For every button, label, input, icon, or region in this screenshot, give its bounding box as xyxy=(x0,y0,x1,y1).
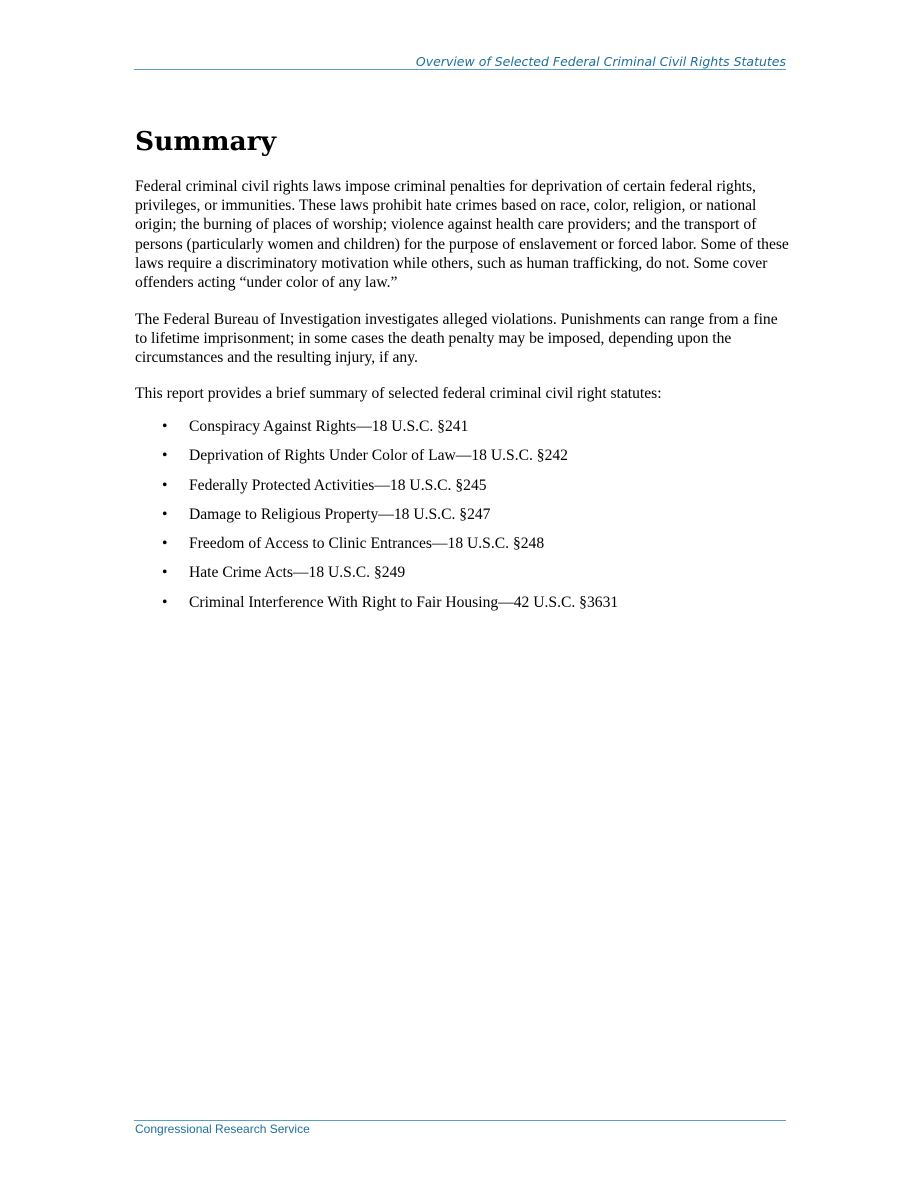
section-heading: Summary xyxy=(135,126,277,157)
bullet-icon: • xyxy=(162,564,168,582)
statute-label: Damage to Religious Property—18 U.S.C. §247 xyxy=(189,505,491,523)
bullet-icon: • xyxy=(162,476,168,494)
header-divider xyxy=(134,69,786,70)
statute-list xyxy=(135,417,790,622)
bullet-icon: • xyxy=(162,447,168,465)
list-item-damage-to-religious-property xyxy=(135,505,790,534)
list-item-federally-protected-activities xyxy=(135,476,790,505)
statute-label: Hate Crime Acts—18 U.S.C. §249 xyxy=(189,564,406,582)
bullet-icon: • xyxy=(162,593,168,611)
footer-publisher: Congressional Research Service xyxy=(135,1122,310,1136)
bullet-icon: • xyxy=(162,505,168,523)
statute-label: Freedom of Access to Clinic Entrances—18 U.S.C. §248 xyxy=(189,535,545,553)
footer-divider xyxy=(134,1120,786,1121)
list-item-conspiracy-against-rights xyxy=(135,417,790,446)
statute-label: Deprivation of Rights Under Color of Law—18 U.S.C. §242 xyxy=(189,447,568,465)
bullet-icon: • xyxy=(162,418,168,435)
summary-paragraph-3: This report provides a brief summary of selected federal criminal civil right statutes: xyxy=(135,385,662,402)
summary-paragraph-1: Federal criminal civil rights laws impose criminal penalties for deprivation of certain federal rights, privileges, or immunities. These laws prohibit hate crimes based on race, color, religion, or national origin; the burning of places of worship; violence against health care providers; and the transport of persons (particularly women and children) for the purpose of enslavement or forced labor. Some of these laws require a discriminatory motivation while others, such as human trafficking, do not. Some cover offenders acting “under color of any law.” xyxy=(135,178,789,292)
bullet-icon: • xyxy=(162,535,168,553)
list-item-clinic-entrances xyxy=(135,534,790,563)
list-item-deprivation-of-rights xyxy=(135,446,790,475)
statute-label: Criminal Interference With Right to Fair Housing—42 U.S.C. §3631 xyxy=(189,593,619,611)
statute-label: Federally Protected Activities—18 U.S.C. §245 xyxy=(189,476,487,494)
list-item-hate-crime-acts xyxy=(135,563,790,592)
list-item-fair-housing xyxy=(135,593,790,622)
statute-label: Conspiracy Against Rights—18 U.S.C. §241 xyxy=(189,418,469,435)
summary-paragraph-2: The Federal Bureau of Investigation investigates alleged violations. Punishments can range from a fine to lifetime imprisonment; in some cases the death penalty may be imposed, depending upon the circumstances and the resulting injury, if any. xyxy=(135,311,778,367)
running-header-title: Overview of Selected Federal Criminal Civil Rights Statutes xyxy=(415,54,786,69)
